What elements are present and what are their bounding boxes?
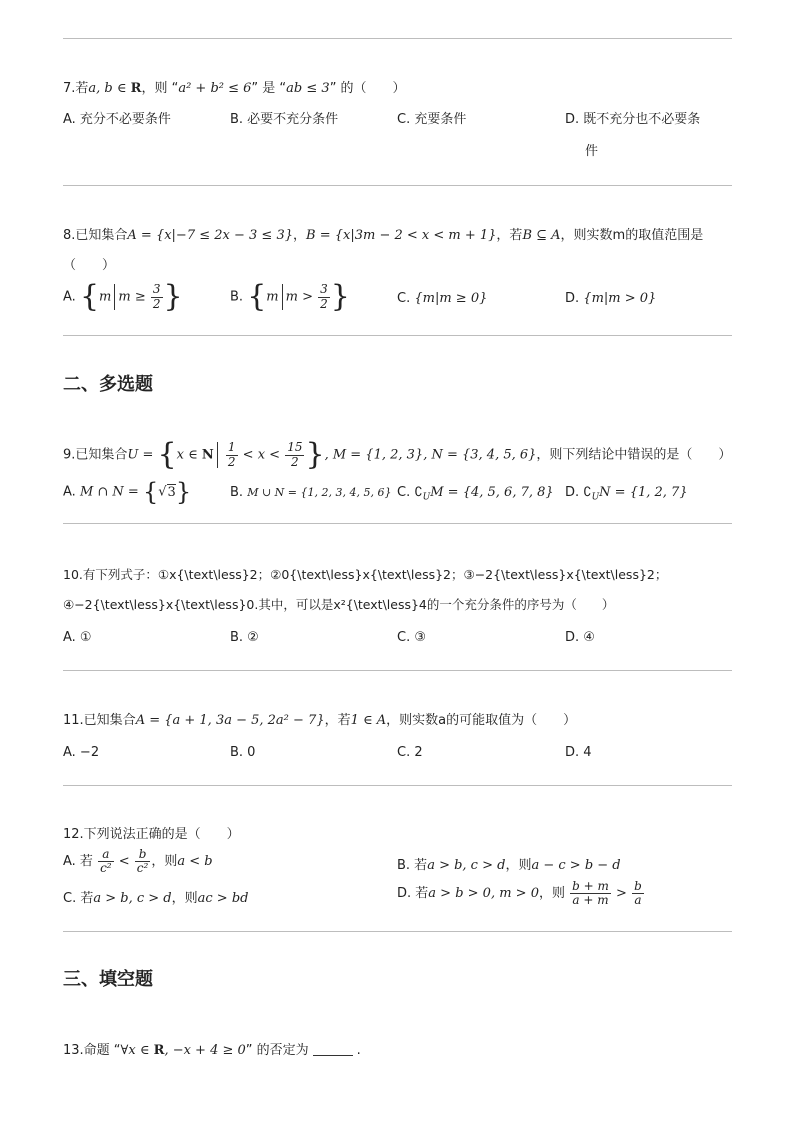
divider xyxy=(63,670,732,671)
question-9-option-c[interactable]: C. $∁_UM = \{4$, 5, 6, 7, 8} xyxy=(397,485,554,503)
question-8-option-b[interactable]: B. {m m > $\frac{3}{2}$ } xyxy=(230,279,350,314)
question-7-option-c[interactable]: C. 充要条件 xyxy=(397,112,467,127)
question-10-option-d[interactable]: D. ④ xyxy=(565,630,595,645)
question-12-option-d[interactable]: D. 若a > b > 0, m > 0，则 $\frac{b + m}{a + m}$ > $\frac{b}{a}$ xyxy=(397,879,642,908)
question-8-stem: 8.已知集合A = {x|−7 ≤ 2x − 3 ≤ 3}，B = {x|3m − 2 < x < m + 1}，若B ⊆ A，则实数m的取值范围是 xyxy=(63,228,704,243)
divider xyxy=(63,335,732,336)
question-10-line-2: ④−2{\text\less}x{\text\less}0.其中，可以是x²{\text\less}4的一个充分条件的序号为（ ） xyxy=(63,597,615,612)
question-9-option-a[interactable]: A. M ∩ N = {√3} xyxy=(63,478,192,506)
section-title-multi-choice: 二、多选题 xyxy=(63,374,153,395)
question-7-option-b[interactable]: B. 必要不充分条件 xyxy=(230,112,339,127)
question-11-option-d[interactable]: D. 4 xyxy=(565,745,592,760)
question-9-option-d[interactable]: D. $∁_UN = \{1$, 2, 7} xyxy=(565,485,688,503)
section-title-fill-blank: 三、填空题 xyxy=(63,969,153,990)
question-7-option-d-cont: 件 xyxy=(585,144,599,159)
question-13-stem: 13.命题 “∀x ∈ R, −x + 4 ≥ 0” 的否定为 . xyxy=(63,1043,361,1058)
question-7-stem: 7.若a, b ∈ R，则 “a² + b² ≤ 6” 是 “ab ≤ 3” 的（ ） xyxy=(63,81,406,96)
question-11-option-c[interactable]: C. 2 xyxy=(397,745,423,760)
divider xyxy=(63,523,732,524)
question-8-option-a[interactable]: A. {m m ≥ $\frac{3}{2}$ } xyxy=(63,279,183,314)
question-11-option-b[interactable]: B. 0 xyxy=(230,745,256,760)
question-8-option-d[interactable]: D. {m|m > 0} xyxy=(565,291,657,306)
question-12-option-a[interactable]: A. 若 $\frac{a}{\text{c²}}$ < $\frac{b}{\text{c²}}$ ，则a < b xyxy=(63,847,213,876)
question-11-stem: 11.已知集合A = {a + 1, 3a − 5, 2a² − 7}，若1 ∈ A，则实数a的可能取值为（ ） xyxy=(63,713,577,728)
divider xyxy=(63,185,732,186)
divider xyxy=(63,931,732,932)
question-12-option-c[interactable]: C. 若a > b, c > d，则ac > bd xyxy=(63,891,249,906)
question-10-line-1: 10.有下列式子：①x{\text\less}2；②0{\text\less}x{\text\less}2；③−2{\text\less}x{\text\less}2； xyxy=(63,567,668,582)
answer-blank[interactable] xyxy=(313,1055,353,1056)
question-7-option-d[interactable]: D. 既不充分也不必要条 xyxy=(565,112,701,127)
question-8-option-c[interactable]: C. {m|m ≥ 0} xyxy=(397,291,488,306)
question-12-stem: 12.下列说法正确的是（ ） xyxy=(63,827,240,842)
divider xyxy=(63,785,732,786)
question-9-option-b[interactable]: B. M ∪ N = {1, 2, 3, 4, 5, 6} xyxy=(230,485,392,500)
question-12-option-b[interactable]: B. 若a > b, c > d，则a − c > b − d xyxy=(397,858,621,873)
question-11-option-a[interactable]: A. −2 xyxy=(63,745,100,760)
question-10-option-c[interactable]: C. ③ xyxy=(397,630,426,645)
question-7-option-a[interactable]: A. 充分不必要条件 xyxy=(63,112,171,127)
question-10-option-b[interactable]: B. ② xyxy=(230,630,259,645)
question-10-option-a[interactable]: A. ① xyxy=(63,630,92,645)
question-8-paren: （ ） xyxy=(63,258,116,273)
question-9-stem: 9.已知集合U = {x ∈ N $\frac{1}{2}$ < x < $\frac{15}{2}$ }, M = {1, 2, 3}, N = {3, 4, 5, 6}，则下列结论中错误的是（ ） xyxy=(63,437,732,472)
divider xyxy=(63,38,732,39)
